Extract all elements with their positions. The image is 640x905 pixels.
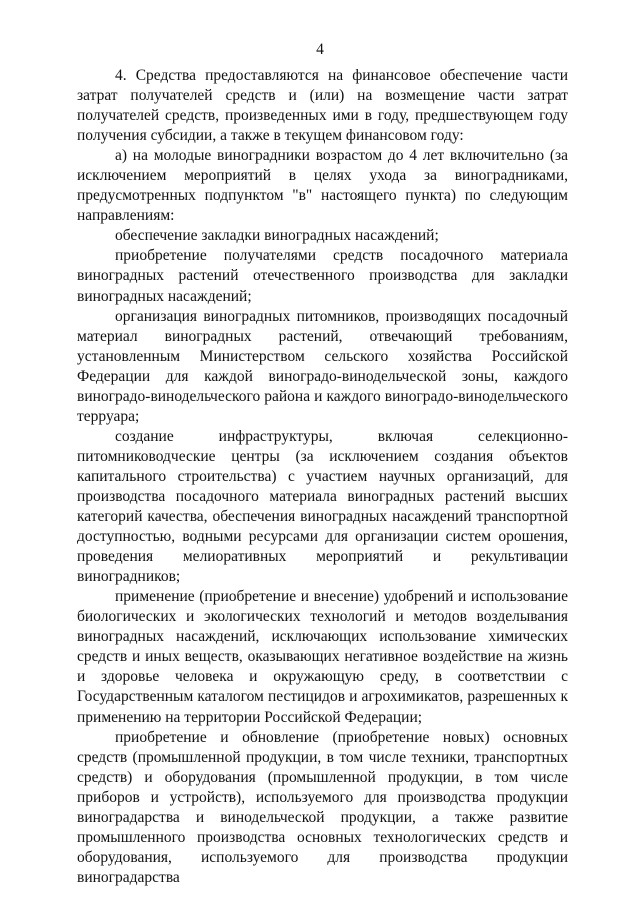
paragraph: создание инфраструктуры, включая селекционно-питомниководческие центры (за исключением создания объектов капитального строительства) с участием научных организаций, для производства посадочного материала виноградных растений высших категорий качества, обеспечения виноградных насаждений транспортной доступностью, водными ресурсами для организации систем орошения, проведения мелиоративных мероприятий и рекультивации виноградников; <box>77 427 568 586</box>
paragraph: 4. Средства предоставляются на финансовое обеспечение части затрат получателей средств и (или) на возмещение части затрат получателей средств, произведенных ими в году, предшествующем году получения субсидии, а также в текущем финансовом году: <box>77 67 568 145</box>
document-body <box>77 66 568 888</box>
page-number: 4 <box>316 41 324 58</box>
paragraph: обеспечение закладки виноградных насаждений; <box>115 227 439 245</box>
paragraph: приобретение получателями средств посадочного материала виноградных растений отечественного производства для закладки виноградных насаждений; <box>77 247 568 305</box>
paragraph: приобретение и обновление (приобретение новых) основных средств (промышленной продукции, в том числе техники, транспортных средств) и оборудования (промышленной продукции, в том числе приборов и устройств), используемого для производства продукции виноградарства и винодельческой продукции, а также развитие промышленного производства основных технологических средств и оборудования, используемого для производства продукции виноградарства <box>77 728 568 886</box>
paragraph: применение (приобретение и внесение) удобрений и использование биологических и экологических технологий и методов возделывания виноградных насаждений, исключающих использование химических средств и иных веществ, оказывающих негативное воздействие на жизнь и здоровье человека и окружающую среду, в соответствии с Государственным каталогом пестицидов и агрохимикатов, разрешенных к применению на территории Российской Федерации; <box>77 588 568 726</box>
paragraph: а) на молодые виноградники возрастом до 4 лет включительно (за исключением мероприятий в целях ухода за виноградниками, предусмотренных подпунктом "в" настоящего пункта) по следующим направлениям: <box>77 147 568 225</box>
paragraph: организация виноградных питомников, производящих посадочный материал виноградных растений, отвечающий требованиям, установленным Министерством сельского хозяйства Российской Федерации для каждой виноградо-винодельческой зоны, каждого виноградо-винодельческого района и каждого виноградо-винодельческого терруара; <box>77 307 568 425</box>
